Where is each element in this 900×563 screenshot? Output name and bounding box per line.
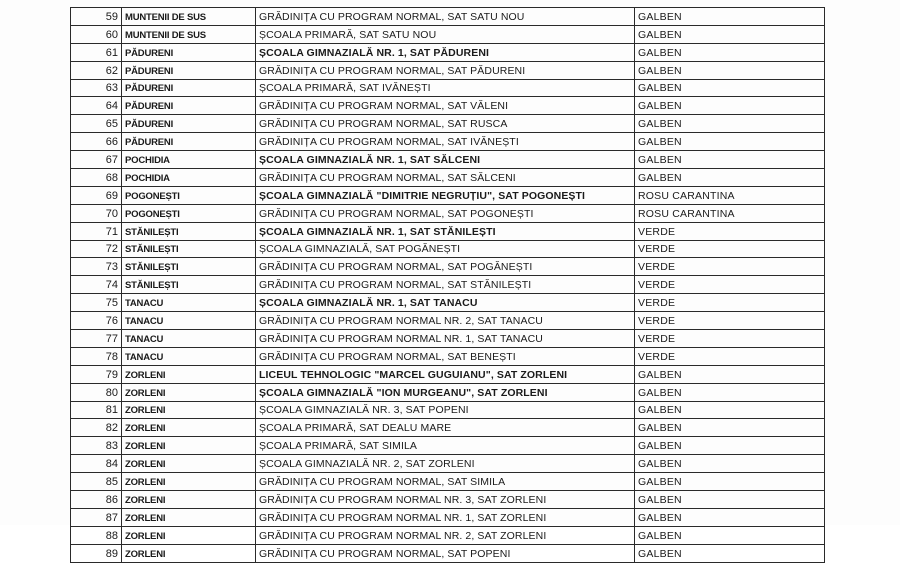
row-school-name: GRĂDINIȚA CU PROGRAM NORMAL NR. 1, SAT ZORLENI [256,508,635,526]
row-scenario: GALBEN [635,43,825,61]
table-row [71,347,825,365]
row-school-name: GRĂDINIȚA CU PROGRAM NORMAL, SAT SATU NOU [256,8,635,26]
row-school-name: ȘCOALA GIMNAZIALĂ "ION MURGEANU", SAT ZORLENI [256,383,635,401]
row-locality: POGONEȘTI [122,186,256,204]
row-scenario: GALBEN [635,169,825,187]
row-number: 66 [71,133,122,151]
row-school-name: GRĂDINIȚA CU PROGRAM NORMAL NR. 2, SAT ZORLENI [256,526,635,544]
row-number: 73 [71,258,122,276]
table-row [71,312,825,330]
row-locality: ZORLENI [122,544,256,562]
row-scenario: GALBEN [635,526,825,544]
row-locality: POCHIDIA [122,151,256,169]
row-number: 84 [71,455,122,473]
row-number: 81 [71,401,122,419]
row-scenario: GALBEN [635,401,825,419]
row-scenario: GALBEN [635,544,825,562]
row-number: 87 [71,508,122,526]
table-row [71,473,825,491]
row-school-name: ȘCOALA GIMNAZIALĂ NR. 1, SAT STĂNILEȘTI [256,222,635,240]
row-locality: PĂDURENI [122,97,256,115]
table-row [71,115,825,133]
row-locality: STĂNILEȘTI [122,240,256,258]
table-row [71,365,825,383]
table-row [71,508,825,526]
row-number: 63 [71,79,122,97]
row-school-name: GRĂDINIȚA CU PROGRAM NORMAL, SAT PĂDURENI [256,61,635,79]
row-locality: PĂDURENI [122,43,256,61]
row-school-name: GRĂDINIȚA CU PROGRAM NORMAL, SAT BENEȘTI [256,347,635,365]
table-row [71,401,825,419]
row-locality: STĂNILEȘTI [122,258,256,276]
row-number: 71 [71,222,122,240]
row-school-name: GRĂDINIȚA CU PROGRAM NORMAL, SAT RUSCA [256,115,635,133]
row-scenario: GALBEN [635,473,825,491]
row-school-name: ȘCOALA GIMNAZIALĂ "DIMITRIE NEGRUȚIU", SAT POGONEȘTI [256,186,635,204]
row-locality: TANACU [122,294,256,312]
row-scenario: GALBEN [635,491,825,509]
row-locality: STĂNILEȘTI [122,222,256,240]
table-row [71,133,825,151]
table-row [71,294,825,312]
row-number: 62 [71,61,122,79]
row-locality: ZORLENI [122,419,256,437]
row-number: 88 [71,526,122,544]
row-school-name: ȘCOALA PRIMARĂ, SAT DEALU MARE [256,419,635,437]
row-number: 78 [71,347,122,365]
row-locality: ZORLENI [122,473,256,491]
table-row [71,25,825,43]
row-school-name: GRĂDINIȚA CU PROGRAM NORMAL, SAT IVĂNEȘTI [256,133,635,151]
row-scenario: VERDE [635,222,825,240]
table-row [71,186,825,204]
table-row [71,491,825,509]
row-school-name: ȘCOALA PRIMARĂ, SAT IVĂNEȘTI [256,79,635,97]
row-number: 69 [71,186,122,204]
row-number: 64 [71,97,122,115]
row-number: 72 [71,240,122,258]
row-school-name: ȘCOALA GIMNAZIALĂ NR. 2, SAT ZORLENI [256,455,635,473]
row-scenario: GALBEN [635,383,825,401]
row-school-name: GRĂDINIȚA CU PROGRAM NORMAL, SAT SIMILA [256,473,635,491]
schools-table [70,7,825,563]
row-locality: ZORLENI [122,383,256,401]
row-scenario: VERDE [635,347,825,365]
table-row [71,8,825,26]
table-row [71,151,825,169]
row-locality: PĂDURENI [122,79,256,97]
row-scenario: GALBEN [635,8,825,26]
row-scenario: GALBEN [635,437,825,455]
row-locality: TANACU [122,347,256,365]
row-number: 67 [71,151,122,169]
row-number: 86 [71,491,122,509]
row-school-name: ȘCOALA GIMNAZIALĂ, SAT POGĂNEȘTI [256,240,635,258]
row-number: 61 [71,43,122,61]
table-row [71,61,825,79]
row-locality: TANACU [122,312,256,330]
row-locality: POGONEȘTI [122,204,256,222]
row-school-name: ȘCOALA PRIMARĂ, SAT SIMILA [256,437,635,455]
table-row [71,222,825,240]
row-locality: ZORLENI [122,401,256,419]
row-locality: ZORLENI [122,526,256,544]
row-school-name: ȘCOALA GIMNAZIALĂ NR. 1, SAT PĂDURENI [256,43,635,61]
row-locality: PĂDURENI [122,115,256,133]
row-locality: MUNTENII DE SUS [122,25,256,43]
row-scenario: GALBEN [635,419,825,437]
table-row [71,240,825,258]
row-number: 76 [71,312,122,330]
row-scenario: GALBEN [635,25,825,43]
row-scenario: GALBEN [635,61,825,79]
row-scenario: VERDE [635,240,825,258]
table-row [71,43,825,61]
row-school-name: ȘCOALA GIMNAZIALĂ NR. 3, SAT POPENI [256,401,635,419]
table-row [71,258,825,276]
row-school-name: GRĂDINIȚA CU PROGRAM NORMAL, SAT POGĂNEȘTI [256,258,635,276]
row-scenario: GALBEN [635,79,825,97]
row-scenario: VERDE [635,294,825,312]
row-scenario: GALBEN [635,97,825,115]
row-school-name: GRĂDINIȚA CU PROGRAM NORMAL NR. 1, SAT TANACU [256,330,635,348]
row-number: 79 [71,365,122,383]
row-school-name: GRĂDINIȚA CU PROGRAM NORMAL, SAT STĂNILEȘTI [256,276,635,294]
table-row [71,544,825,562]
row-school-name: ȘCOALA PRIMARĂ, SAT SATU NOU [256,25,635,43]
row-number: 68 [71,169,122,187]
row-scenario: GALBEN [635,115,825,133]
row-number: 70 [71,204,122,222]
row-locality: ZORLENI [122,455,256,473]
row-locality: ZORLENI [122,508,256,526]
row-school-name: ȘCOALA GIMNAZIALĂ NR. 1, SAT SĂLCENI [256,151,635,169]
row-scenario: GALBEN [635,455,825,473]
row-locality: TANACU [122,330,256,348]
row-number: 74 [71,276,122,294]
row-number: 59 [71,8,122,26]
row-school-name: GRĂDINIȚA CU PROGRAM NORMAL NR. 3, SAT ZORLENI [256,491,635,509]
row-school-name: GRĂDINIȚA CU PROGRAM NORMAL, SAT POGONEȘTI [256,204,635,222]
row-number: 89 [71,544,122,562]
table-row [71,276,825,294]
table-row [71,204,825,222]
row-school-name: LICEUL TEHNOLOGIC "MARCEL GUGUIANU", SAT ZORLENI [256,365,635,383]
row-number: 82 [71,419,122,437]
row-locality: ZORLENI [122,437,256,455]
row-number: 80 [71,383,122,401]
row-scenario: ROSU CARANTINA [635,186,825,204]
row-scenario: GALBEN [635,365,825,383]
row-scenario: GALBEN [635,151,825,169]
row-school-name: GRĂDINIȚA CU PROGRAM NORMAL, SAT VĂLENI [256,97,635,115]
row-scenario: ROSU CARANTINA [635,204,825,222]
table-row [71,383,825,401]
row-school-name: ȘCOALA GIMNAZIALĂ NR. 1, SAT TANACU [256,294,635,312]
row-number: 60 [71,25,122,43]
table-body [71,8,825,563]
row-school-name: GRĂDINIȚA CU PROGRAM NORMAL, SAT POPENI [256,544,635,562]
row-scenario: VERDE [635,258,825,276]
row-locality: STĂNILEȘTI [122,276,256,294]
table-row [71,419,825,437]
table-row [71,97,825,115]
row-school-name: GRĂDINIȚA CU PROGRAM NORMAL NR. 2, SAT TANACU [256,312,635,330]
row-number: 85 [71,473,122,491]
table-row [71,455,825,473]
row-number: 77 [71,330,122,348]
row-school-name: GRĂDINIȚA CU PROGRAM NORMAL, SAT SĂLCENI [256,169,635,187]
row-scenario: GALBEN [635,133,825,151]
row-locality: POCHIDIA [122,169,256,187]
table-row [71,330,825,348]
row-locality: ZORLENI [122,491,256,509]
row-number: 75 [71,294,122,312]
row-locality: PĂDURENI [122,133,256,151]
row-number: 83 [71,437,122,455]
row-locality: PĂDURENI [122,61,256,79]
table-row [71,79,825,97]
row-scenario: GALBEN [635,508,825,526]
table-row [71,526,825,544]
row-locality: MUNTENII DE SUS [122,8,256,26]
table-row [71,169,825,187]
table-row [71,437,825,455]
row-locality: ZORLENI [122,365,256,383]
row-number: 65 [71,115,122,133]
row-scenario: VERDE [635,312,825,330]
row-scenario: VERDE [635,330,825,348]
row-scenario: VERDE [635,276,825,294]
